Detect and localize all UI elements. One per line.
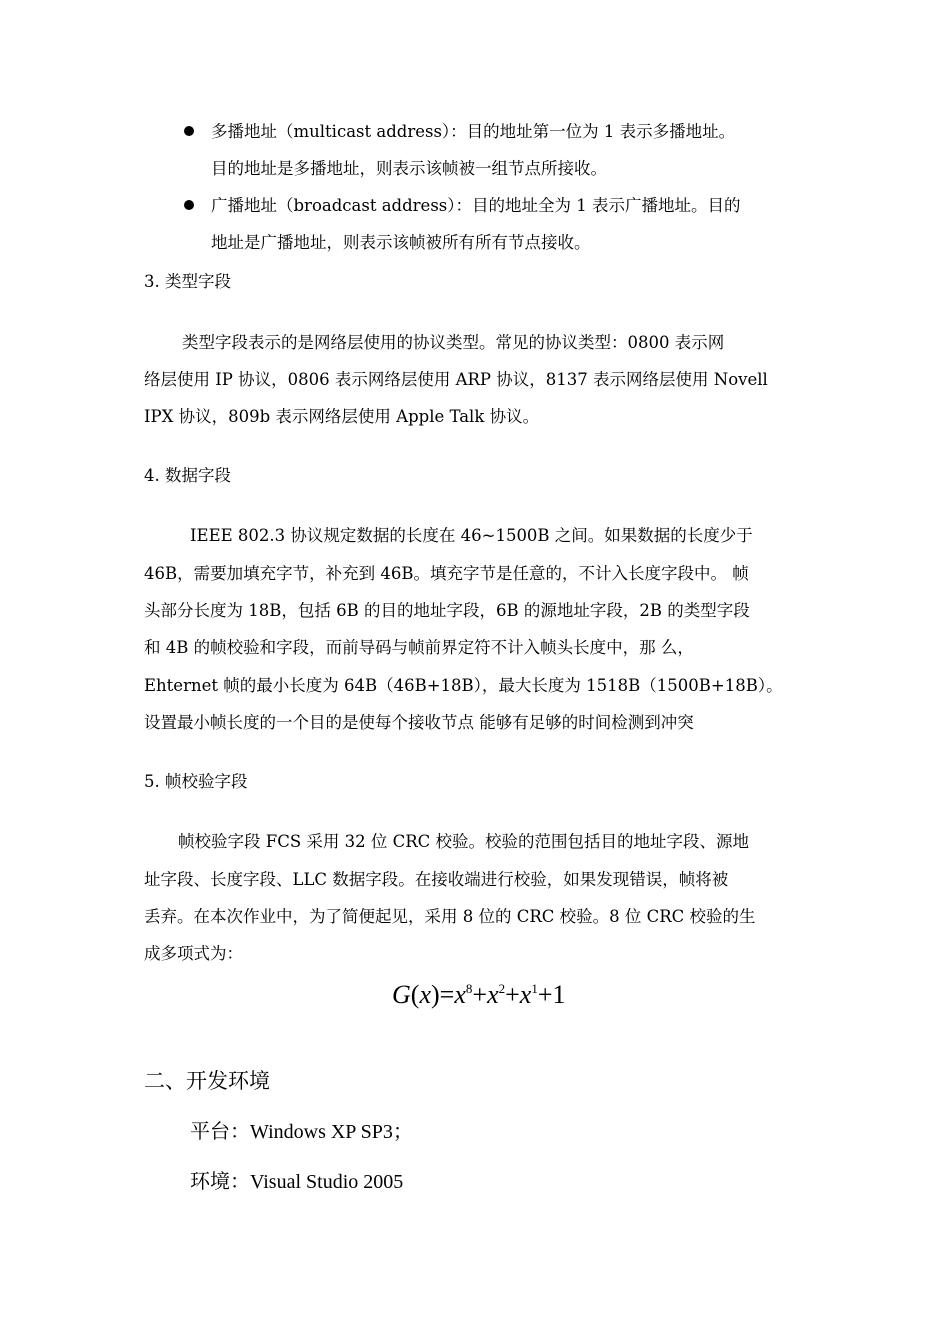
data-field-line-2: 46B，需要加填充字节，补充到 46B。填充字节是任意的，不计入长度字段中。 帧 <box>144 564 749 583</box>
environment-line: 环境：Visual Studio 2005 <box>190 1171 404 1193</box>
broadcast-line-1: 广播地址（broadcast address）：目的地址全为 1 表示广播地址。目的 <box>211 196 741 215</box>
fcs-field-line-3: 丢弃。在本次作业中，为了简便起见，采用 8 位的 CRC 校验。8 位 CRC 校验的生 <box>144 907 756 926</box>
fcs-field-line-1: 帧校验字段 FCS 采用 32 位 CRC 校验。校验的范围包括目的地址字段、源地 <box>178 832 750 851</box>
formula-constant: 1 <box>552 980 566 1009</box>
formula-x2: x <box>487 980 499 1009</box>
multicast-line-1: 多播地址（multicast address）：目的地址第一位为 1 表示多播地址。 <box>211 122 736 141</box>
data-field-line-3: 头部分长度为 18B，包括 6B 的目的地址字段，6B 的源地址字段，2B 的类型字段 <box>144 601 750 620</box>
fcs-field-line-2: 址字段、长度字段、LLC 数据字段。在接收端进行校验，如果发现错误，帧将被 <box>144 870 729 889</box>
formula-var: x <box>419 980 431 1009</box>
dev-env-heading: 二、开发环境 <box>144 1069 270 1093</box>
data-field-line-5: Ehternet 帧的最小长度为 64B（46B+18B），最大长度为 1518B（1500B+18B）。 <box>144 676 783 695</box>
formula-x8: x <box>454 980 466 1009</box>
formula-x1: x <box>519 980 532 1009</box>
formula-equals: = <box>439 980 455 1009</box>
section-heading-fcs-field: 5. 帧校验字段 <box>144 772 248 791</box>
broadcast-line-2: 地址是广播地址，则表示该帧被所有所有节点接收。 <box>211 233 591 252</box>
formula-plus: + <box>505 980 520 1009</box>
data-field-line-6: 设置最小帧长度的一个目的是使每个接收节点 能够有足够的时间检测到冲突 <box>144 713 694 732</box>
type-field-line-2: 络层使用 IP 协议，0806 表示网络层使用 ARP 协议，8137 表示网络层使用 Novell <box>144 370 768 389</box>
type-field-line-3: IPX 协议，809b 表示网络层使用 Apple Talk 协议。 <box>144 407 540 426</box>
formula-lparen: ( <box>410 980 420 1009</box>
section-heading-data-field: 4. 数据字段 <box>144 466 231 485</box>
formula-g: G <box>392 980 411 1009</box>
formula-exp-8: 8 <box>465 981 473 996</box>
bullet-icon <box>184 200 194 210</box>
crc-polynomial-formula <box>392 972 566 1012</box>
type-field-line-1: 类型字段表示的是网络层使用的协议类型。常见的协议类型：0800 表示网 <box>182 333 725 352</box>
section-heading-type-field: 3. 类型字段 <box>144 272 231 291</box>
formula-exp-1: 1 <box>531 981 538 996</box>
data-field-line-4: 和 4B 的帧校验和字段，而前导码与帧前界定符不计入帧头长度中，那 么， <box>144 638 694 657</box>
data-field-line-1: IEEE 802.3 协议规定数据的长度在 46~1500B 之间。如果数据的长度少于 <box>190 526 753 545</box>
bullet-icon <box>184 126 194 136</box>
formula-rparen: ) <box>431 980 440 1009</box>
formula-plus: + <box>472 980 488 1009</box>
formula-exp-2: 2 <box>498 981 506 996</box>
fcs-field-line-4: 成多项式为： <box>144 944 243 963</box>
platform-line: 平台：Windows XP SP3； <box>190 1121 413 1143</box>
multicast-line-2: 目的地址是多播地址，则表示该帧被一组节点所接收。 <box>211 159 607 178</box>
formula-plus: + <box>537 980 553 1009</box>
